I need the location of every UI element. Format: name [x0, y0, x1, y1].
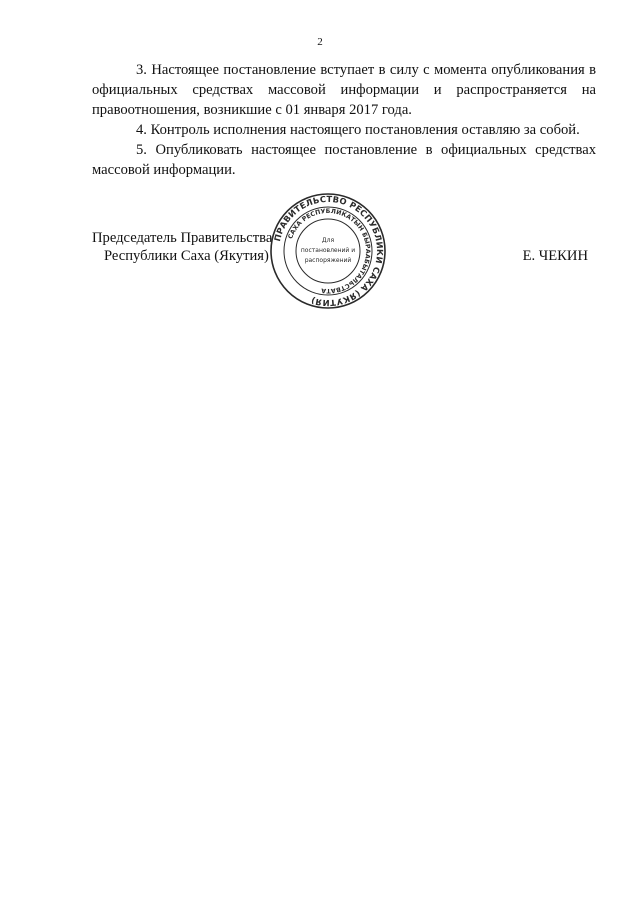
document-body	[92, 60, 596, 180]
signatory-name: Е. ЧЕКИН	[522, 248, 588, 264]
seal-center-line-3: распоряжений	[304, 257, 352, 264]
paragraph-5: 5. Опубликовать настоящее постановление в официальных средствах массовой информации.	[92, 142, 596, 178]
official-seal	[269, 192, 387, 310]
signatory-title-line-2: Республики Саха (Якутия)	[104, 248, 269, 264]
page-number: 2	[317, 36, 323, 48]
seal-inner-text: САХА РЕСПУБЛИКАТЫН БЫРААБЫТАЛЬСТВАТА	[287, 207, 372, 295]
paragraph-3: 3. Настоящее постановление вступает в силу с момента опубликования в официальных средствах массовой информации и распространяется на правоотношения, возникшие с 01 января 2017 года.	[92, 62, 596, 118]
signatory-title-line-1: Председатель Правительства	[92, 230, 273, 246]
seal-center-line-2: постановлений и	[300, 247, 356, 254]
seal-center-line-1: Для	[321, 237, 335, 244]
seal-outer-text: ПРАВИТЕЛЬСТВО РЕСПУБЛИКИ САХА (ЯКУТИЯ)	[271, 193, 386, 309]
paragraph-4: 4. Контроль исполнения настоящего постановления оставляю за собой.	[136, 122, 580, 138]
